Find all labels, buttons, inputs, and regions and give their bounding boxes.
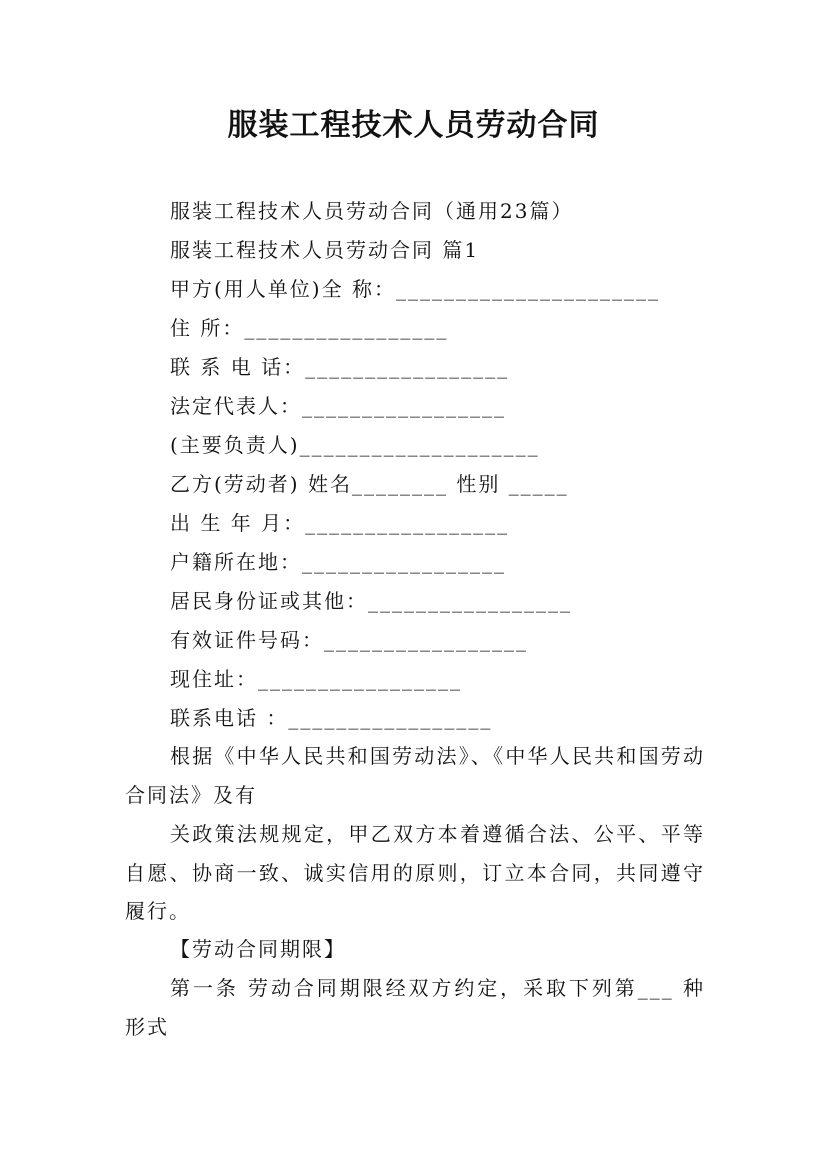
doc-paragraph: 关政策法规规定，甲乙双方本着遵循合法、公平、平等自愿、协商一致、诚实信用的原则，订立本合同，共同遵守履行。 [125,822,705,923]
doc-paragraph: 根据《中华人民共和国劳动法》、《中华人民共和国劳动合同法》及有 [125,744,705,807]
doc-line: 乙方(劳动者) 姓名________ 性别 _____ [170,472,569,496]
section-heading: 【劳动合同期限】 [170,937,346,961]
doc-line: 居民身份证或其他：_________________ [170,589,572,613]
doc-line: 联系电话 ：_________________ [170,706,493,730]
doc-line: 甲方(用人单位)全 称：______________________ [170,277,660,301]
doc-line: 户籍所在地：_________________ [170,550,506,574]
doc-line: 联 系 电 话：_________________ [170,355,510,379]
doc-line: 现住址：_________________ [170,667,462,691]
doc-line: 法定代表人：_________________ [170,394,506,418]
doc-paragraph: 第一条 劳动合同期限经双方约定，采取下列第___ 种形式 [125,976,705,1039]
doc-line: (主要负责人)____________________ [170,433,540,457]
doc-line: 服装工程技术人员劳动合同（通用23篇） [170,199,574,223]
document-title: 服装工程技术人员劳动合同 [227,108,600,143]
doc-line: 住 所：_________________ [170,316,449,340]
doc-line: 服装工程技术人员劳动合同 篇1 [170,238,480,262]
doc-line: 有效证件号码：_________________ [170,628,528,652]
doc-line: 出 生 年 月：_________________ [170,511,510,535]
